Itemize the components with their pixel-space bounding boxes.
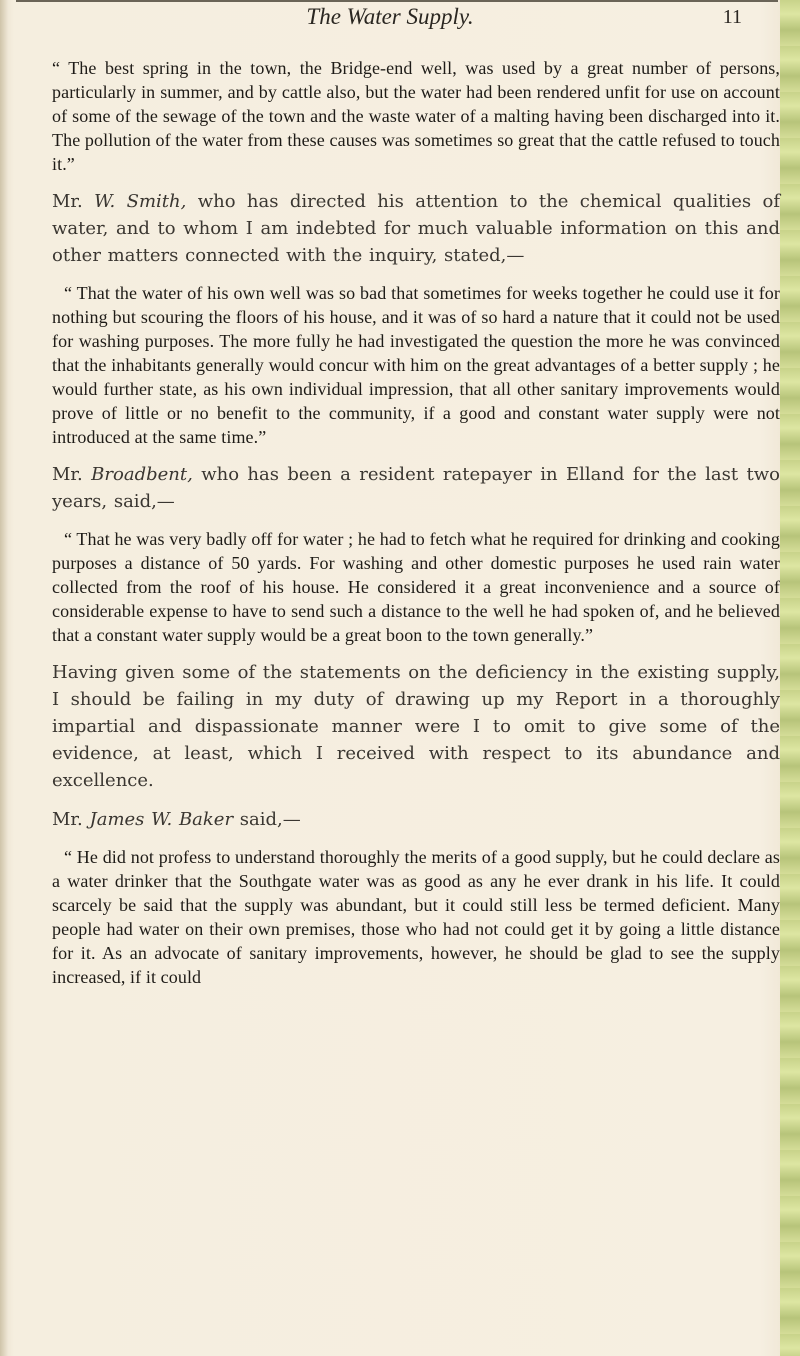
- speaker-title: Mr.: [52, 809, 90, 830]
- speaker-title: Mr.: [52, 464, 92, 485]
- page-side-strip: [780, 0, 800, 1356]
- narrative-paragraph: [52, 188, 780, 269]
- quote-paragraph: “ He did not profess to understand thoroughly the merits of a good supply, but he could declare as a water drinker that the Southgate water was as good as any he ever drank in his life. It could scarcely be said that the supply was abundant, but it could still less be termed deficient. Many people had water on their own premises, those who had not could get it by going a little distance for it. As an advocate of sanitary improvements, however, he should be glad to see the supply increased, if it could: [52, 847, 780, 987]
- running-title: The Water Supply.: [306, 4, 474, 29]
- narrative-text: who has been a resident ratepayer in Elland for the last two years, said,—: [52, 464, 780, 512]
- narrative-paragraph: [52, 806, 780, 833]
- speaker-name: Broadbent,: [91, 464, 193, 485]
- narrative-text: said,—: [233, 809, 301, 830]
- quote-paragraph: “ That he was very badly off for water ; he had to fetch what he required for drinking and cooking purposes a distance of 50 yards. For washing and other domestic purposes he used rain water collected from the roof of his house. He considered it a great inconvenience and a source of considerable expense to have to send such a distance to the well he had spoken of, and he believed that a constant water supply would be a great boon to the town generally.”: [52, 529, 780, 645]
- narrative-text: who has directed his attention to the chemical qualities of water, and to whom I am indebted for much valuable information on this and other matters connected with the inquiry, stated,—: [52, 191, 780, 266]
- page-header: [0, 2, 780, 42]
- speaker-title: Mr.: [52, 191, 95, 212]
- speaker-name: James W. Baker: [89, 809, 234, 830]
- page-binding-edge: [0, 0, 8, 1356]
- quote-paragraph: “ That the water of his own well was so bad that sometimes for weeks together he could use it for nothing but scouring the floors of his house, and it was of so hard a nature that it could not be used for washing purposes. The more fully he had investigated the question the more he was convinced that the inhabitants generally would concur with him on the great advantages of a better supply ; he would further state, as his own individual impression, that all other sanitary improvements would prove of little or no benefit to the community, if a good and constant water supply were not introduced at the same time.”: [52, 283, 780, 447]
- speaker-name: W. Smith,: [94, 191, 187, 212]
- narrative-paragraph: [52, 461, 780, 515]
- quote-paragraph: “ The best spring in the town, the Bridge-end well, was used by a great number of persons, particularly in summer, and by cattle also, but the water had been rendered unfit for use on account of some of the sewage of the town and the waste water of a malting having been discharged into it. The pollution of the water from these causes was sometimes so great that the cattle refused to touch it.”: [52, 58, 780, 174]
- body-text: [52, 56, 780, 1001]
- narrative-paragraph: Having given some of the statements on the deficiency in the existing supply, I should be failing in my duty of drawing up my Report in a thoroughly impartial and dispassionate manner were I to omit to give some of the evidence, at least, which I received with respect to its abundance and excellence.: [52, 662, 780, 791]
- page-number: 11: [722, 6, 742, 28]
